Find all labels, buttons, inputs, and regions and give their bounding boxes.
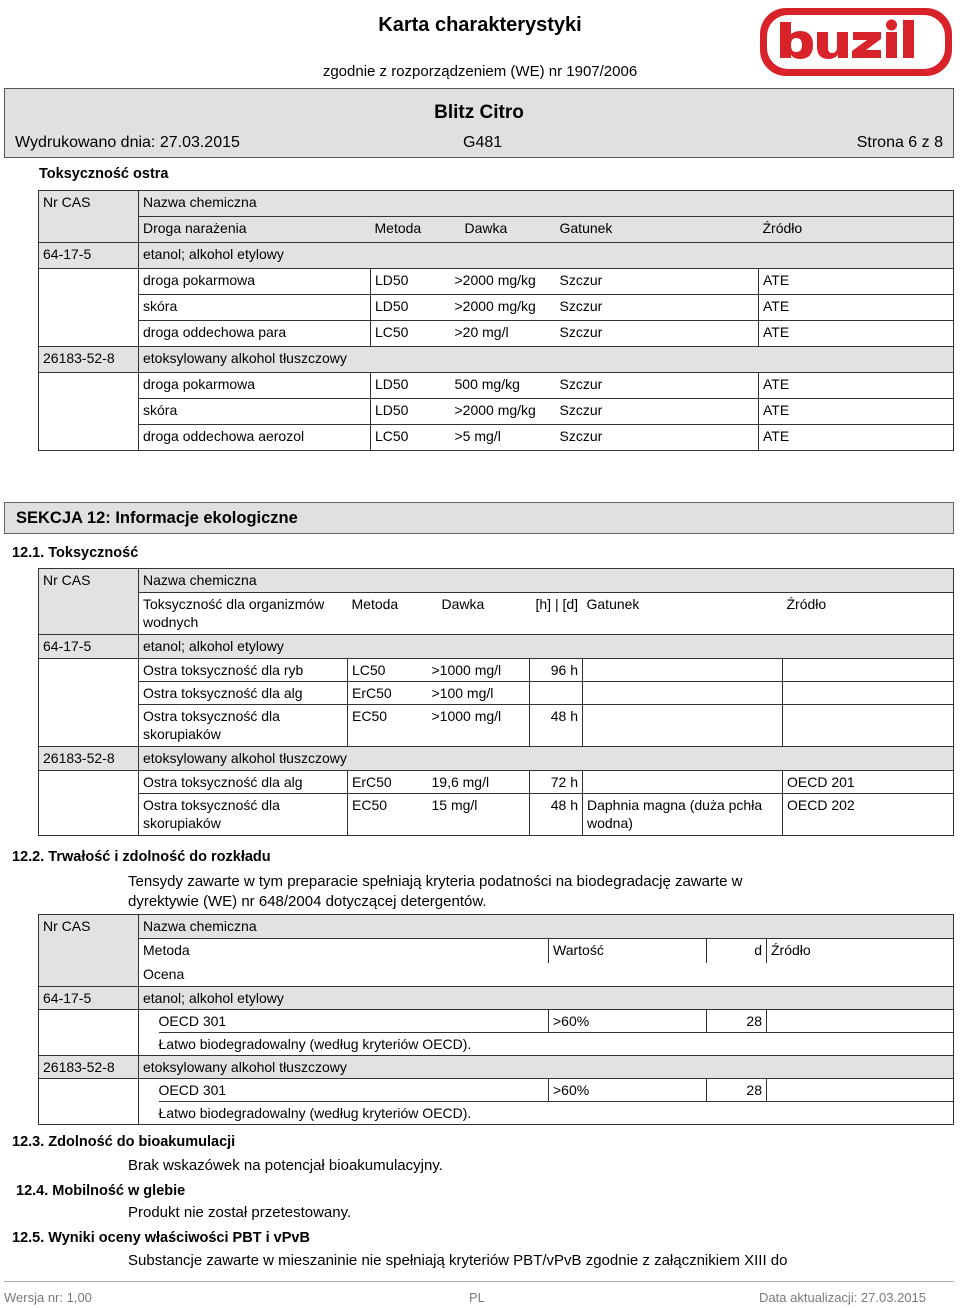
footer-version: Wersja nr: 1,00 [4, 1290, 92, 1305]
method-cell: LC50 [348, 659, 428, 682]
regulation-subtitle: zgodnie z rozporządzeniem (WE) nr 1907/2006 [322, 63, 638, 80]
substance-name: etoksylowany alkohol tłuszczowy [139, 347, 954, 373]
route-cell: skóra [139, 399, 371, 425]
method-cell: LD50 [371, 269, 451, 295]
product-code: G481 [463, 134, 503, 151]
cas-number: 64-17-5 [39, 243, 139, 269]
toxicity-cell: Ostra toksyczność dla ryb [139, 659, 348, 682]
table-row [39, 794, 954, 836]
method-cell: LD50 [371, 295, 451, 321]
header-cas: Nr CAS [39, 191, 139, 243]
dose-cell: >1000 mg/l [428, 705, 530, 747]
cas-number: 64-17-5 [39, 635, 139, 659]
header-source: Źródło [759, 217, 954, 243]
bioaccumulation-text: Brak wskazówek na potencjał bioakumulacyjny. [128, 1157, 443, 1174]
method-cell: LC50 [371, 425, 451, 451]
toxicity-cell: Ostra toksyczność dla skorupiaków [139, 794, 348, 836]
table-row [39, 771, 954, 794]
species-cell [583, 705, 783, 747]
method-cell: LD50 [371, 399, 451, 425]
subsection-12-5: 12.5. Wyniki oceny właściwości PBT i vPvB [12, 1230, 310, 1246]
species-cell: Szczur [556, 373, 759, 399]
table-row [39, 1010, 954, 1033]
table-row [39, 269, 954, 295]
substance-name: etanol; alkohol etylowy [139, 987, 954, 1010]
dose-cell: >20 mg/l [451, 321, 556, 347]
method-cell: OECD 301 [159, 1079, 549, 1102]
footer-divider [4, 1281, 954, 1282]
acute-toxicity-heading: Toksyczność ostra [39, 166, 169, 182]
dose-cell: 19,6 mg/l [428, 771, 530, 794]
footer-update-date: Data aktualizacji: 27.03.2015 [759, 1290, 926, 1305]
substance-name: etanol; alkohol etylowy [139, 635, 954, 659]
time-cell: 48 h [530, 705, 583, 747]
substance-name: etanol; alkohol etylowy [139, 243, 954, 269]
source-cell: ATE [759, 425, 954, 451]
source-cell: OECD 202 [783, 794, 954, 836]
time-cell: 72 h [530, 771, 583, 794]
header-route: Droga narażenia [139, 217, 371, 243]
header-method: Metoda [139, 939, 549, 963]
value-cell: >60% [549, 1079, 707, 1102]
subsection-12-3: 12.3. Zdolność do bioakumulacji [12, 1134, 236, 1150]
biodegradation-text: Tensydy zawarte w tym preparacie spełniają kryteria podatności na biodegradację zawarte w dyrektywie (WE) nr 648/2004 dotyczącej detergentów. [128, 873, 743, 910]
table-row [39, 373, 954, 399]
header-dose: Dawka [428, 593, 530, 635]
header-value: Wartość [549, 939, 707, 963]
species-cell: Szczur [556, 425, 759, 451]
source-cell [783, 659, 954, 682]
table-row [39, 659, 954, 682]
route-cell: droga oddechowa aerozol [139, 425, 371, 451]
species-cell [583, 659, 783, 682]
table-row [39, 425, 954, 451]
product-header-bar [4, 88, 954, 158]
header-aquatic-toxicity: Toksyczność dla organizmów wodnych [139, 593, 348, 635]
table-row [39, 399, 954, 425]
source-cell [783, 705, 954, 747]
species-cell: Szczur [556, 321, 759, 347]
header-chemical-name: Nazwa chemiczna [139, 569, 954, 593]
route-cell: droga pokarmowa [139, 373, 371, 399]
table-row [39, 295, 954, 321]
toxicity-cell: Ostra toksyczność dla alg [139, 771, 348, 794]
header-source: Źródło [767, 939, 954, 963]
table-row [39, 705, 954, 747]
substance-name: etoksylowany alkohol tłuszczowy [139, 1056, 954, 1079]
header-source: Źródło [783, 593, 954, 635]
header-species: Gatunek [583, 593, 783, 635]
value-cell: >60% [549, 1010, 707, 1033]
cas-number: 26183-52-8 [39, 1056, 139, 1079]
page-number: Strona 6 z 8 [856, 134, 943, 151]
header-chemical-name: Nazwa chemiczna [139, 191, 954, 217]
assessment-cell: Łatwo biodegradowalny (według kryteriów OECD). [159, 1033, 954, 1056]
source-cell: ATE [759, 399, 954, 425]
table-row [39, 682, 954, 705]
header-days: d [707, 939, 767, 963]
document-title: Karta charakterystyki [378, 14, 582, 36]
time-cell: 96 h [530, 659, 583, 682]
method-cell: EC50 [348, 705, 428, 747]
dose-cell: >2000 mg/kg [451, 399, 556, 425]
table-row [39, 1102, 954, 1125]
species-cell: Szczur [556, 269, 759, 295]
header-species: Gatunek [556, 217, 759, 243]
toxicity-cell: Ostra toksyczność dla alg [139, 682, 348, 705]
table-row [39, 1079, 954, 1102]
time-cell [530, 682, 583, 705]
cas-number: 64-17-5 [39, 987, 139, 1010]
source-cell: ATE [759, 373, 954, 399]
method-cell: ErC50 [348, 682, 428, 705]
time-cell: 48 h [530, 794, 583, 836]
species-cell [583, 682, 783, 705]
subsection-12-1: 12.1. Toksyczność [12, 545, 139, 561]
toxicity-cell: Ostra toksyczność dla skorupiaków [139, 705, 348, 747]
dose-cell: >5 mg/l [451, 425, 556, 451]
substance-name: etoksylowany alkohol tłuszczowy [139, 747, 954, 771]
header-cas: Nr CAS [39, 569, 139, 635]
cas-number: 26183-52-8 [39, 347, 139, 373]
mobility-text: Produkt nie został przetestowany. [128, 1204, 352, 1221]
header-dose: Dawka [451, 217, 556, 243]
species-cell: Szczur [556, 295, 759, 321]
source-cell: ATE [759, 321, 954, 347]
header-method: Metoda [371, 217, 451, 243]
product-name: Blitz Citro [434, 102, 524, 123]
section-12-title: SEKCJA 12: Informacje ekologiczne [16, 509, 298, 527]
header-assessment: Ocena [139, 963, 954, 987]
header-chemical-name: Nazwa chemiczna [139, 915, 954, 939]
footer-language: PL [469, 1290, 485, 1305]
subsection-12-2: 12.2. Trwałość i zdolność do rozkładu [12, 849, 271, 865]
source-cell [767, 1079, 954, 1102]
method-cell: LD50 [371, 373, 451, 399]
buzil-logo [758, 6, 954, 78]
header-method: Metoda [348, 593, 428, 635]
dose-cell: 500 mg/kg [451, 373, 556, 399]
header-time: [h] | [d] [530, 593, 583, 635]
subsection-12-4: 12.4. Mobilność w glebie [16, 1183, 186, 1199]
method-cell: EC50 [348, 794, 428, 836]
days-cell: 28 [707, 1079, 767, 1102]
source-cell: ATE [759, 295, 954, 321]
species-cell: Daphnia magna (duża pchła wodna) [583, 794, 783, 836]
dose-cell: >100 mg/l [428, 682, 530, 705]
aquatic-toxicity-table [38, 568, 954, 836]
method-cell: ErC50 [348, 771, 428, 794]
source-cell: ATE [759, 269, 954, 295]
header-cas: Nr CAS [39, 915, 139, 987]
dose-cell: >2000 mg/kg [451, 295, 556, 321]
species-cell: Szczur [556, 399, 759, 425]
route-cell: droga pokarmowa [139, 269, 371, 295]
route-cell: skóra [139, 295, 371, 321]
assessment-cell: Łatwo biodegradowalny (według kryteriów OECD). [159, 1102, 954, 1125]
table-row [39, 321, 954, 347]
dose-cell: >1000 mg/l [428, 659, 530, 682]
method-cell: LC50 [371, 321, 451, 347]
species-cell [583, 771, 783, 794]
source-cell [767, 1010, 954, 1033]
route-cell: droga oddechowa para [139, 321, 371, 347]
acute-toxicity-table [38, 190, 954, 451]
dose-cell: >2000 mg/kg [451, 269, 556, 295]
pbt-text: Substancje zawarte w mieszaninie nie spełniają kryteriów PBT/vPvB zgodnie z załącznikiem XIII do [128, 1252, 788, 1269]
degradation-table [38, 914, 954, 1125]
table-row [39, 1033, 954, 1056]
print-date: Wydrukowano dnia: 27.03.2015 [15, 134, 240, 151]
days-cell: 28 [707, 1010, 767, 1033]
source-cell: OECD 201 [783, 771, 954, 794]
section-12-header [4, 502, 954, 534]
method-cell: OECD 301 [159, 1010, 549, 1033]
source-cell [783, 682, 954, 705]
cas-number: 26183-52-8 [39, 747, 139, 771]
dose-cell: 15 mg/l [428, 794, 530, 836]
